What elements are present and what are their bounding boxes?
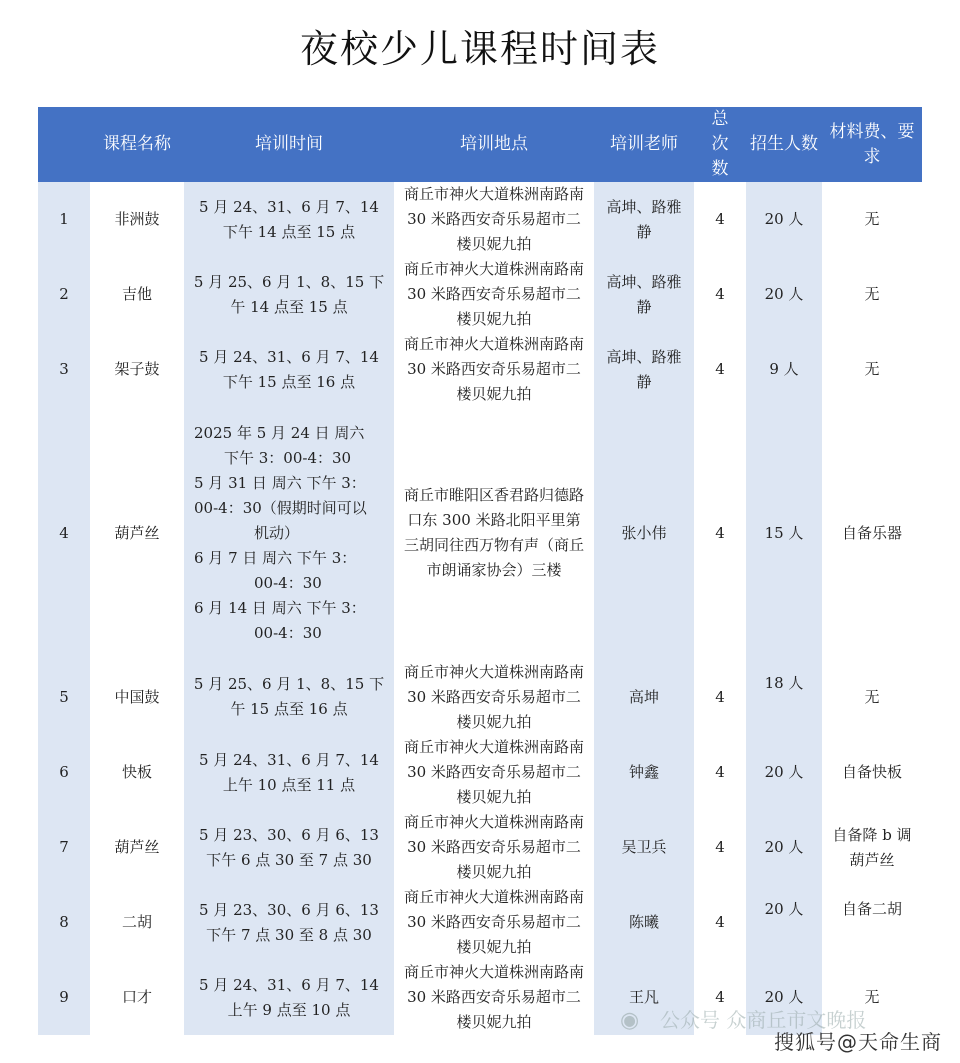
row-index: 9	[38, 960, 90, 1035]
watermark-public-account: 公众号 众商丘市文晚报	[660, 1008, 867, 1032]
row-index: 1	[38, 182, 90, 257]
table-row	[38, 810, 922, 885]
header-material: 材料费、要求	[822, 107, 922, 182]
row-enroll: 20 人	[746, 257, 822, 332]
row-course: 架子鼓	[90, 332, 184, 407]
time-line: 下午 3：00-4：30	[224, 448, 352, 467]
row-place: 商丘市神火大道株洲南路南 30 米路西安奇乐易超市二楼贝妮九拍	[394, 810, 594, 885]
row-material: 无	[822, 659, 922, 735]
header-course: 课程名称	[90, 107, 184, 182]
time-line: 6 月 7 日 周六 下午 3：	[194, 548, 357, 567]
table-row	[38, 257, 922, 332]
row-material: 无	[822, 960, 922, 1035]
row-course: 吉他	[90, 257, 184, 332]
row-teacher: 张小伟	[594, 407, 694, 659]
row-teacher: 高坤	[594, 659, 694, 735]
row-teacher: 陈曦	[594, 885, 694, 960]
row-material: 自备快板	[822, 735, 922, 810]
row-enroll: 20 人	[746, 960, 822, 1035]
row-sessions: 4	[694, 885, 746, 960]
row-index: 3	[38, 332, 90, 407]
header-place: 培训地点	[394, 107, 594, 182]
row-course: 葫芦丝	[90, 407, 184, 659]
row-index: 8	[38, 885, 90, 960]
row-teacher: 高坤、路雅静	[594, 332, 694, 407]
row-enroll: 20 人	[746, 885, 822, 960]
wechat-icon: ◉	[620, 1008, 640, 1033]
row-course: 中国鼓	[90, 659, 184, 735]
header-teacher: 培训老师	[594, 107, 694, 182]
row-index: 4	[38, 407, 90, 659]
row-enroll: 9 人	[746, 332, 822, 407]
row-time: 5 月 25、6 月 1、8、15 下午 15 点至 16 点	[184, 659, 394, 735]
row-material: 无	[822, 257, 922, 332]
row-sessions: 4	[694, 810, 746, 885]
row-place: 商丘市神火大道株洲南路南 30 米路西安奇乐易超市二楼贝妮九拍	[394, 257, 594, 332]
row-enroll: 15 人	[746, 407, 822, 659]
row-material: 无	[822, 182, 922, 257]
row-course: 非洲鼓	[90, 182, 184, 257]
row-material: 自备降 b 调葫芦丝	[822, 810, 922, 885]
row-index: 7	[38, 810, 90, 885]
row-teacher: 钟鑫	[594, 735, 694, 810]
row-material: 自备二胡	[822, 885, 922, 960]
row-place: 商丘市神火大道株洲南路南 30 米路西安奇乐易超市二楼贝妮九拍	[394, 735, 594, 810]
row-sessions: 4	[694, 960, 746, 1035]
row-sessions: 4	[694, 182, 746, 257]
row-index: 2	[38, 257, 90, 332]
row-teacher: 王凡	[594, 960, 694, 1035]
row-time	[184, 407, 394, 659]
row-time: 5 月 24、31、6 月 7、14 下午 14 点至 15 点	[184, 182, 394, 257]
row-material: 自备乐器	[822, 407, 922, 659]
header-enroll: 招生人数	[746, 107, 822, 182]
row-place: 商丘市神火大道株洲南路南 30 米路西安奇乐易超市二楼贝妮九拍	[394, 885, 594, 960]
watermark-sohu: 搜狐号@天命生商	[774, 1030, 942, 1054]
row-sessions: 4	[694, 257, 746, 332]
row-time: 5 月 23、30、6 月 6、13 下午 7 点 30 至 8 点 30	[184, 885, 394, 960]
row-course: 口才	[90, 960, 184, 1035]
row-time: 5 月 24、31、6 月 7、14 上午 9 点至 10 点	[184, 960, 394, 1035]
time-line: 机动）	[254, 523, 300, 542]
row-material: 无	[822, 332, 922, 407]
row-teacher: 高坤、路雅静	[594, 257, 694, 332]
table-row	[38, 182, 922, 257]
time-line: 00-4：30（假期时间可以	[194, 498, 367, 517]
row-sessions: 4	[694, 735, 746, 810]
table-row	[38, 332, 922, 407]
header-index	[38, 107, 90, 182]
time-line: 6 月 14 日 周六 下午 3：	[194, 598, 366, 617]
row-enroll: 20 人	[746, 810, 822, 885]
row-place: 商丘市神火大道株洲南路南 30 米路西安奇乐易超市二楼贝妮九拍	[394, 182, 594, 257]
row-index: 5	[38, 659, 90, 735]
time-line: 2025 年 5 月 24 日 周六	[194, 423, 365, 442]
row-enroll: 20 人	[746, 182, 822, 257]
row-course: 二胡	[90, 885, 184, 960]
row-time: 5 月 24、31、6 月 7、14 下午 15 点至 16 点	[184, 332, 394, 407]
header-sessions: 总次数	[694, 107, 746, 182]
row-index: 6	[38, 735, 90, 810]
row-place: 商丘市神火大道株洲南路南 30 米路西安奇乐易超市二楼贝妮九拍	[394, 659, 594, 735]
row-place: 商丘市睢阳区香君路归德路口东 300 米路北阳平里第三胡同往西万物有声（商丘市朗诵家协会）三楼	[394, 407, 594, 659]
row-time: 5 月 25、6 月 1、8、15 下午 14 点至 15 点	[184, 257, 394, 332]
row-place: 商丘市神火大道株洲南路南 30 米路西安奇乐易超市二楼贝妮九拍	[394, 960, 594, 1035]
page-title: 夜校少儿课程时间表	[299, 27, 660, 71]
row-sessions: 4	[694, 407, 746, 659]
row-teacher: 吴卫兵	[594, 810, 694, 885]
table-row	[38, 885, 922, 960]
row-enroll: 18 人	[746, 659, 822, 735]
schedule-table	[38, 107, 922, 1035]
header-time: 培训时间	[184, 107, 394, 182]
row-teacher: 高坤、路雅静	[594, 182, 694, 257]
table-row	[38, 407, 922, 659]
row-enroll: 20 人	[746, 735, 822, 810]
time-line: 00-4：30	[254, 623, 322, 642]
row-course: 快板	[90, 735, 184, 810]
row-place: 商丘市神火大道株洲南路南 30 米路西安奇乐易超市二楼贝妮九拍	[394, 332, 594, 407]
table-row	[38, 659, 922, 735]
table-row	[38, 735, 922, 810]
time-line: 00-4：30	[254, 573, 322, 592]
header-row	[38, 107, 922, 182]
time-line: 5 月 31 日 周六 下午 3：	[194, 473, 366, 492]
row-sessions: 4	[694, 332, 746, 407]
row-sessions: 4	[694, 659, 746, 735]
row-course: 葫芦丝	[90, 810, 184, 885]
row-time: 5 月 23、30、6 月 6、13 下午 6 点 30 至 7 点 30	[184, 810, 394, 885]
row-time: 5 月 24、31、6 月 7、14 上午 10 点至 11 点	[184, 735, 394, 810]
